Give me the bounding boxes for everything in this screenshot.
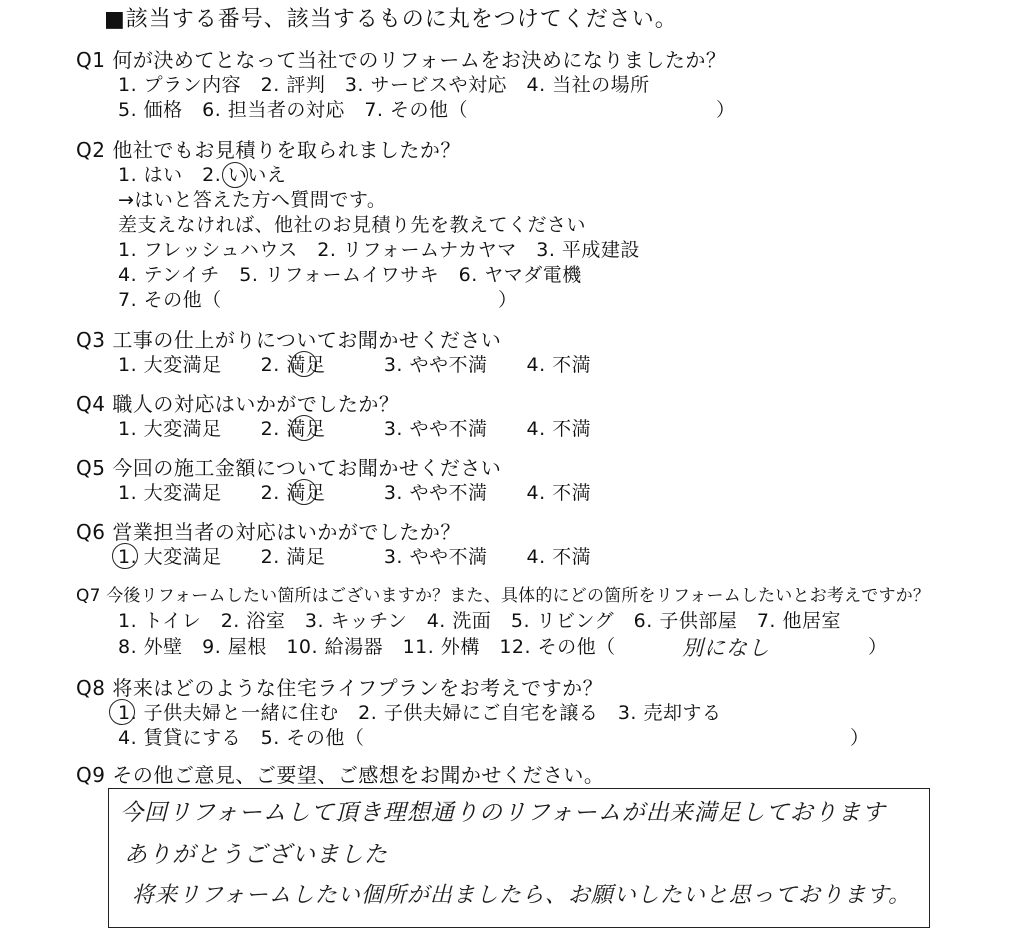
q2-options-row1: 1. はい 2. いいえ <box>118 164 287 186</box>
q9-answer-line1: 今回リフォームして頂き理想通りのリフォームが出来満足しております <box>120 800 886 826</box>
q5-label: Q5 今回の施工金額についてお聞かせください <box>76 456 502 480</box>
q9-answer-line2: ありがとうございました <box>124 842 388 868</box>
q2-other-close: ） <box>498 289 518 311</box>
q4-options: 1. 大変満足 2. 満足 3. やや不満 4. 不満 <box>118 418 592 440</box>
q8-options-row2: 4. 賃貸にする 5. その他（ <box>118 727 365 749</box>
q2-followup-request: 差支えなければ、他社のお見積り先を教えてください <box>118 214 587 236</box>
q7-options-row2: 8. 外壁 9. 屋根 10. 給湯器 11. 外構 12. その他（ <box>118 636 616 658</box>
q4-label: Q4 職人の対応はいかがでしたか？ <box>76 392 400 416</box>
q3-answer-circle <box>291 351 317 377</box>
q1-other-close: ） <box>716 99 736 121</box>
q1-options-row1: 1. プラン内容 2. 評判 3. サービスや対応 4. 当社の場所 <box>118 74 650 96</box>
q5-options: 1. 大変満足 2. 満足 3. やや不満 4. 不満 <box>118 482 592 504</box>
q9-label: Q9 その他ご意見、ご要望、ご感想をお聞かせください。 <box>76 763 605 787</box>
q3-label: Q3 工事の仕上がりについてお聞かせください <box>76 328 502 352</box>
q6-options: 1. 大変満足 2. 満足 3. やや不満 4. 不満 <box>118 546 592 568</box>
q6-answer-circle <box>112 543 138 569</box>
q7-options-row1: 1. トイレ 2. 浴室 3. キッチン 4. 洗面 5. リビング 6. 子供部屋 7. 他居室 <box>118 610 842 632</box>
q6-label: Q6 営業担当者の対応はいかがでしたか？ <box>76 520 461 544</box>
q7-label: Q7 今後リフォームしたい箇所はございますか？また、具体的にどの箇所をリフォームしたいとお考えですか？ <box>76 586 931 606</box>
q7-other-close: ） <box>868 636 888 658</box>
page-title: ■該当する番号、該当するものに丸をつけてください。 <box>104 7 678 32</box>
q2-competitors-other: 7. その他（ <box>118 289 222 311</box>
q5-answer-circle <box>291 479 317 505</box>
q1-label: Q1 何が決めてとなって当社でのリフォームをお決めになりましたか？ <box>76 48 727 72</box>
q8-other-close: ） <box>850 727 870 749</box>
q2-label: Q2 他社でもお見積りを取られましたか？ <box>76 138 461 162</box>
q9-answer-line3: 将来リフォームしたい個所が出ましたら、お願いしたいと思っております。 <box>132 883 912 908</box>
q8-options-row1: 1. 子供夫婦と一緒に住む 2. 子供夫婦にご自宅を譲る 3. 売却する <box>118 702 722 724</box>
q8-label: Q8 将来はどのような住宅ライフプランをお考えですか？ <box>76 676 604 700</box>
q7-handwritten-other: 別になし <box>682 636 770 660</box>
q8-answer-circle <box>109 699 135 725</box>
q3-options: 1. 大変満足 2. 満足 3. やや不満 4. 不満 <box>118 354 592 376</box>
q2-competitors-row2: 4. テンイチ 5. リフォームイワサキ 6. ヤマダ電機 <box>118 264 582 286</box>
q2-answer-circle <box>222 162 248 188</box>
q2-followup: →はいと答えた方へ質問です。 <box>118 189 387 211</box>
q4-answer-circle <box>291 415 317 441</box>
q1-options-row2: 5. 価格 6. 担当者の対応 7. その他（ <box>118 99 469 121</box>
q2-competitors-row1: 1. フレッシュハウス 2. リフォームナカヤマ 3. 平成建設 <box>118 239 640 261</box>
